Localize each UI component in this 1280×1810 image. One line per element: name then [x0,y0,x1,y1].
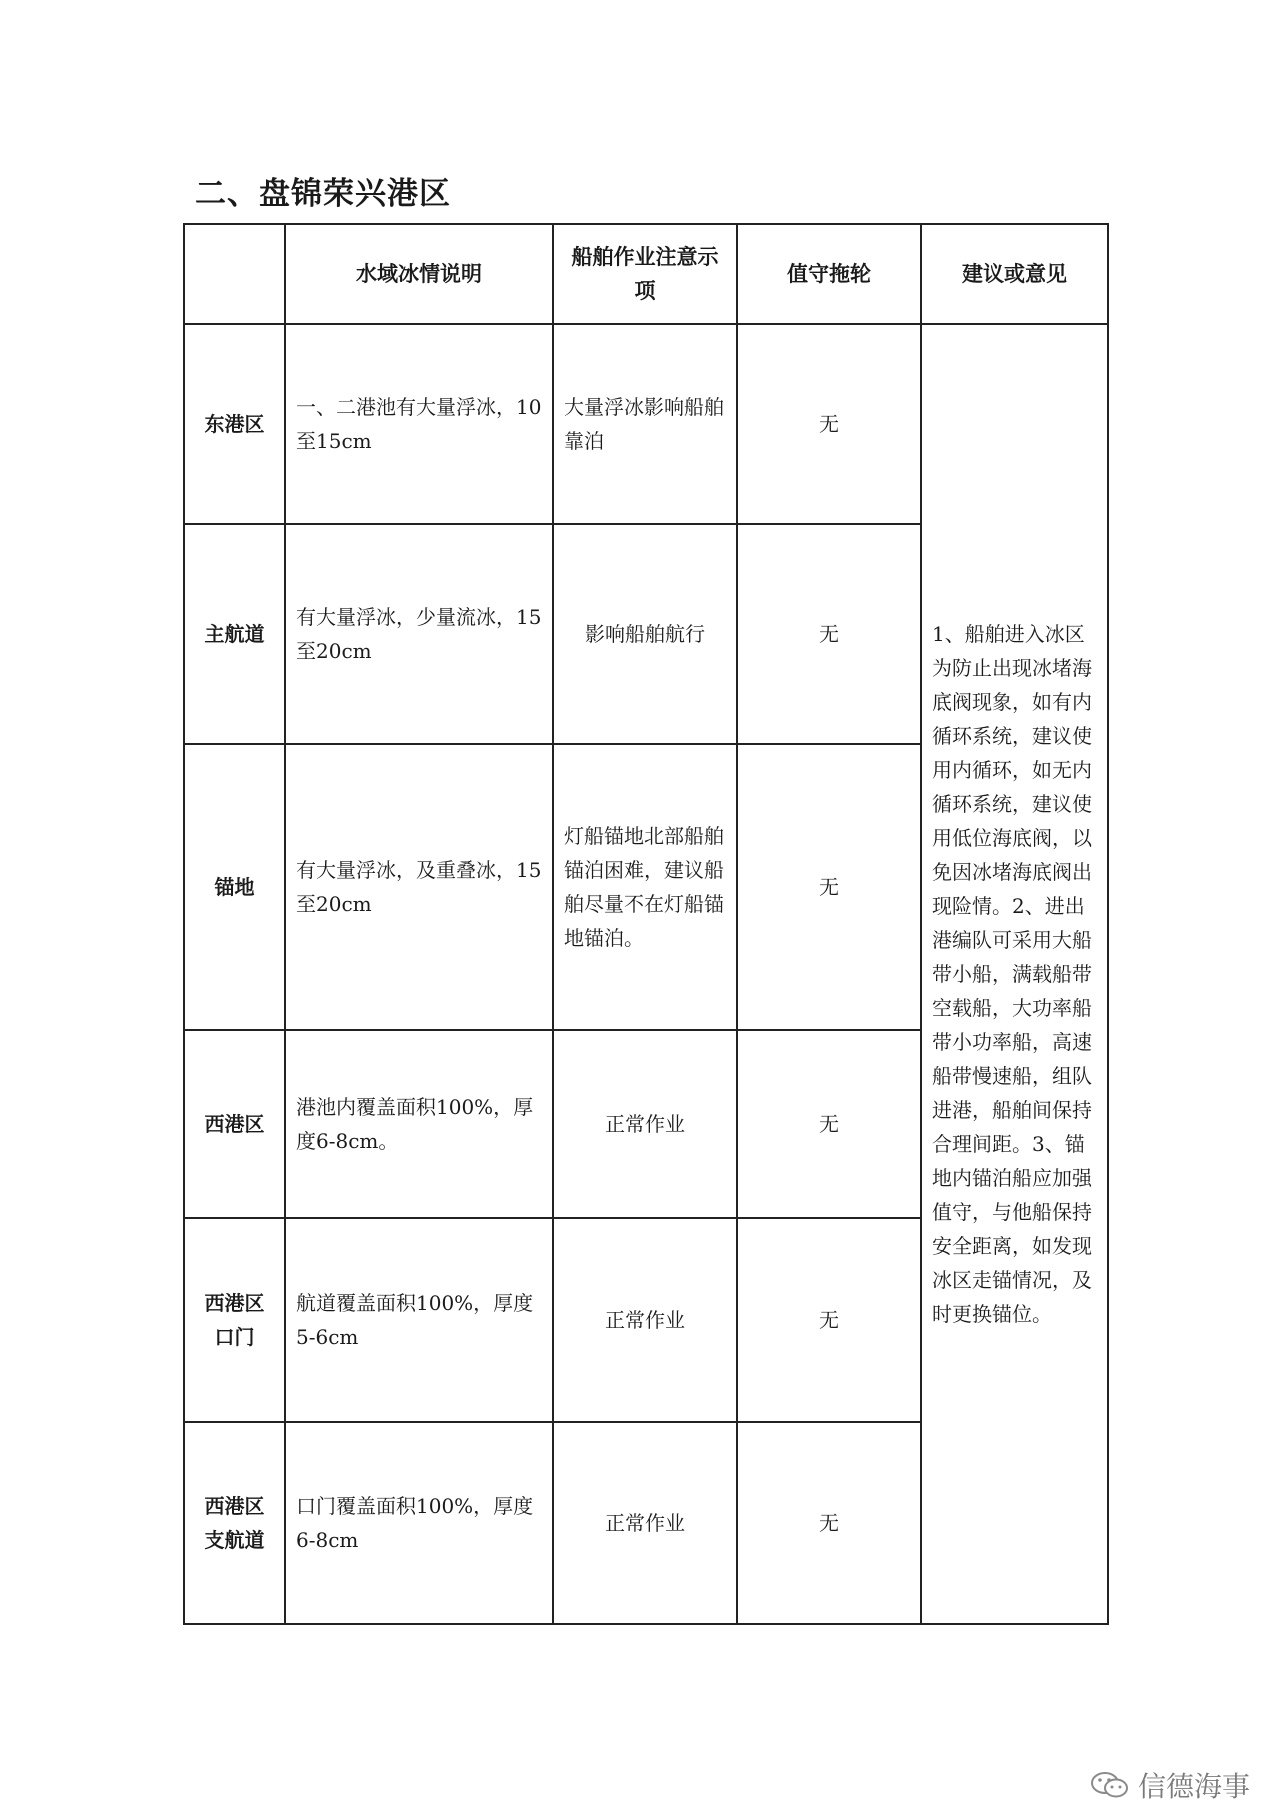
watermark-text: 信德海事 [1137,1770,1250,1803]
header-ice-description: 水域冰情说明 [285,224,553,324]
row-standby-tug: 无 [737,324,921,524]
row-ship-note: 大量浮冰影响船舶靠泊 [553,324,737,524]
row-area: 锚地 [184,744,285,1030]
row-area: 主航道 [184,524,285,744]
row-standby-tug: 无 [737,1422,921,1624]
row-ship-note: 影响船舶航行 [553,524,737,744]
watermark [1090,1765,1250,1805]
row-ship-note: 正常作业 [553,1030,737,1218]
row-standby-tug: 无 [737,1030,921,1218]
row-ship-note: 灯船锚地北部船舶锚泊困难，建议船舶尽量不在灯船锚地锚泊。 [553,744,737,1030]
table-row [184,324,1108,524]
row-area: 西港区口门 [184,1218,285,1422]
row-ice-description: 有大量浮冰，少量流冰，15至20cm [285,524,553,744]
row-area: 西港区 [184,1030,285,1218]
row-ice-description: 一、二港池有大量浮冰，10至15cm [285,324,553,524]
row-standby-tug: 无 [737,524,921,744]
header-area [184,224,285,324]
table-header-row [184,224,1108,324]
wechat-icon [1090,1770,1130,1800]
section-title: 二、盘锦荣兴港区 [195,176,451,212]
row-ice-description: 航道覆盖面积100%，厚度5-6cm [285,1218,553,1422]
row-ice-description: 口门覆盖面积100%，厚度6-8cm [285,1422,553,1624]
ice-condition-table [183,223,1109,1625]
row-ice-description: 有大量浮冰，及重叠冰，15至20cm [285,744,553,1030]
row-ship-note: 正常作业 [553,1422,737,1624]
row-ship-note: 正常作业 [553,1218,737,1422]
row-area: 西港区支航道 [184,1422,285,1624]
row-area: 东港区 [184,324,285,524]
header-standby-tug: 值守拖轮 [737,224,921,324]
row-standby-tug: 无 [737,1218,921,1422]
advice-cell: 1、船舶进入冰区为防止出现冰堵海底阀现象，如有内循环系统，建议使用内循环，如无内循环系统，建议使用低位海底阀，以免因冰堵海底阀出现险情。2、进出港编队可采用大船带小船，满载船带空载船，大功率船带小功率船，高速船带慢速船，组队进港，船舶间保持合理间距。3、锚地内锚泊船应加强值守，与他船保持安全距离，如发现冰区走锚情况，及时更换锚位。 [921,324,1108,1624]
header-ship-notes: 船舶作业注意示项 [553,224,737,324]
row-ice-description: 港池内覆盖面积100%，厚度6-8cm。 [285,1030,553,1218]
row-standby-tug: 无 [737,744,921,1030]
header-advice: 建议或意见 [921,224,1108,324]
